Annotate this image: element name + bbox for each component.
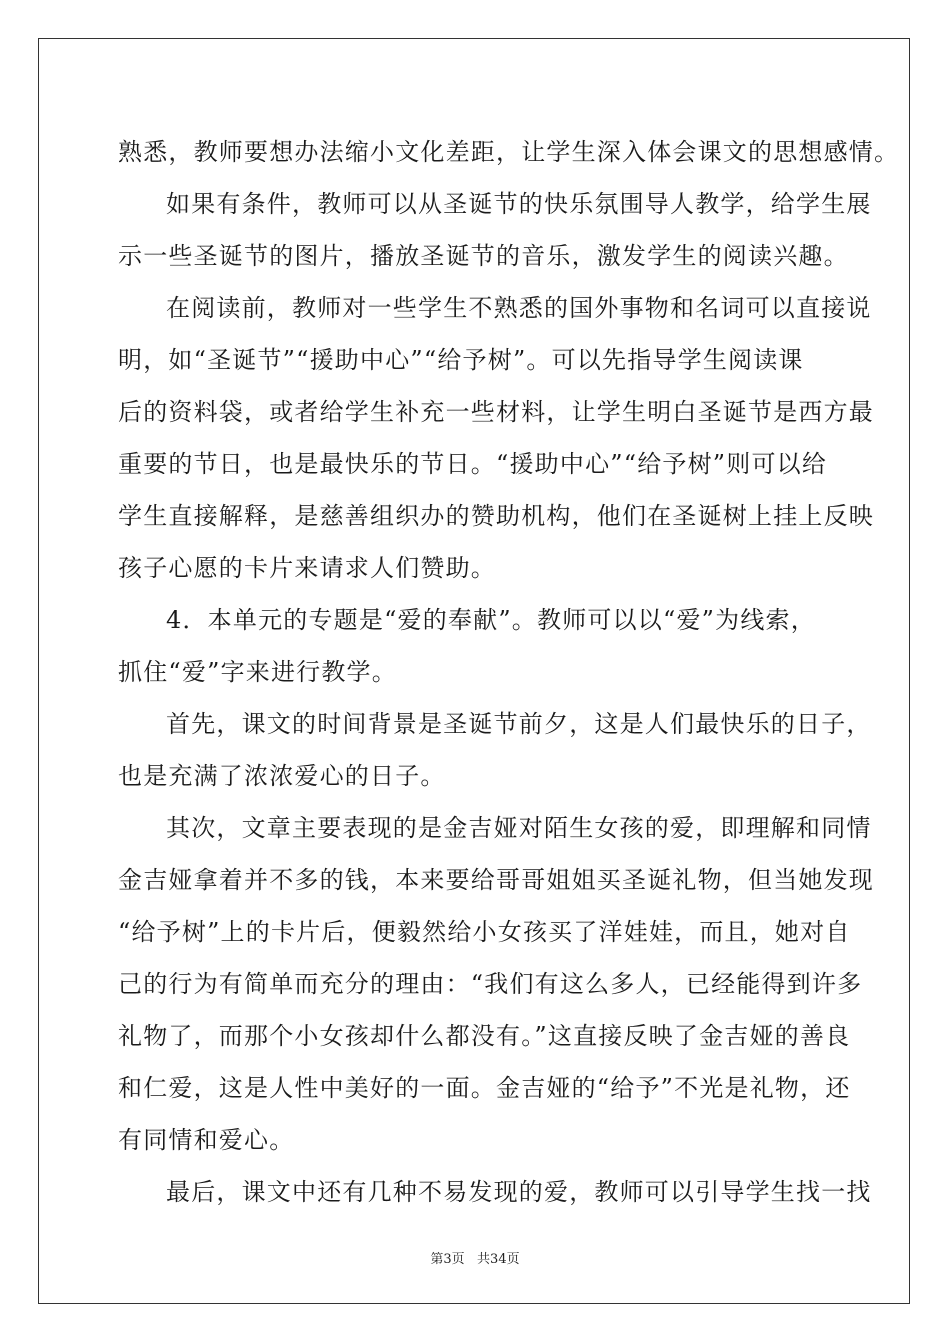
text-line: 有同情和爱心。 — [118, 1126, 295, 1154]
text-line: 金吉娅拿着并不多的钱，本来要给哥哥姐姐买圣诞礼物，但当她发现 — [118, 866, 874, 894]
text-line: 和仁爱，这是人性中美好的一面。金吉娅的“给予”不光是礼物，还 — [118, 1074, 851, 1102]
text-line: 最后，课文中还有几种不易发现的爱，教师可以引导学生找一找 — [166, 1178, 872, 1206]
text-line: 如果有条件，教师可以从圣诞节的快乐氛围导人教学，给学生展 — [166, 190, 872, 218]
page-number: 第3页 共34页 — [430, 1252, 520, 1267]
text-line: 重要的节日，也是最快乐的节日。“援助中心”“给予树”则可以给 — [118, 450, 828, 478]
text-line: 首先，课文的时间背景是圣诞节前夕，这是人们最快乐的日子， — [166, 710, 872, 738]
text-line: 礼物了，而那个小女孩却什么都没有。”这直接反映了金吉娅的善良 — [118, 1022, 851, 1050]
text-line: 熟悉，教师要想办法缩小文化差距，让学生深入体会课文的思想感情。 — [118, 138, 900, 166]
text-line: “给予树”上的卡片后，便毅然给小女孩买了洋娃娃，而且，她对自 — [118, 918, 851, 946]
text-line: 在阅读前，教师对一些学生不熟悉的国外事物和名词可以直接说 — [166, 294, 872, 322]
text-line: 学生直接解释，是慈善组织办的赞助机构，他们在圣诞树上挂上反映 — [118, 502, 874, 530]
document-body — [118, 126, 900, 1218]
text-line: 己的行为有简单而充分的理由：“我们有这么多人，已经能得到许多 — [118, 970, 863, 998]
text-line: 示一些圣诞节的图片，播放圣诞节的音乐，激发学生的阅读兴趣。 — [118, 242, 849, 270]
text-line: 孩子心愿的卡片来请求人们赞助。 — [118, 554, 496, 582]
text-line: 其次，文章主要表现的是金吉娅对陌生女孩的爱，即理解和同情 — [166, 814, 872, 842]
text-line: 也是充满了浓浓爱心的日子。 — [118, 762, 446, 790]
text-line: 明，如“圣诞节”“援助中心”“给予树”。可以先指导学生阅读课 — [118, 346, 804, 374]
text-line: 抓住“爱”字来进行教学。 — [118, 658, 397, 686]
text-line: 后的资料袋，或者给学生补充一些材料，让学生明白圣诞节是西方最 — [118, 398, 874, 426]
text-line: 4．本单元的专题是“爱的奉献”。教师可以以“爱”为线索， — [166, 606, 816, 634]
